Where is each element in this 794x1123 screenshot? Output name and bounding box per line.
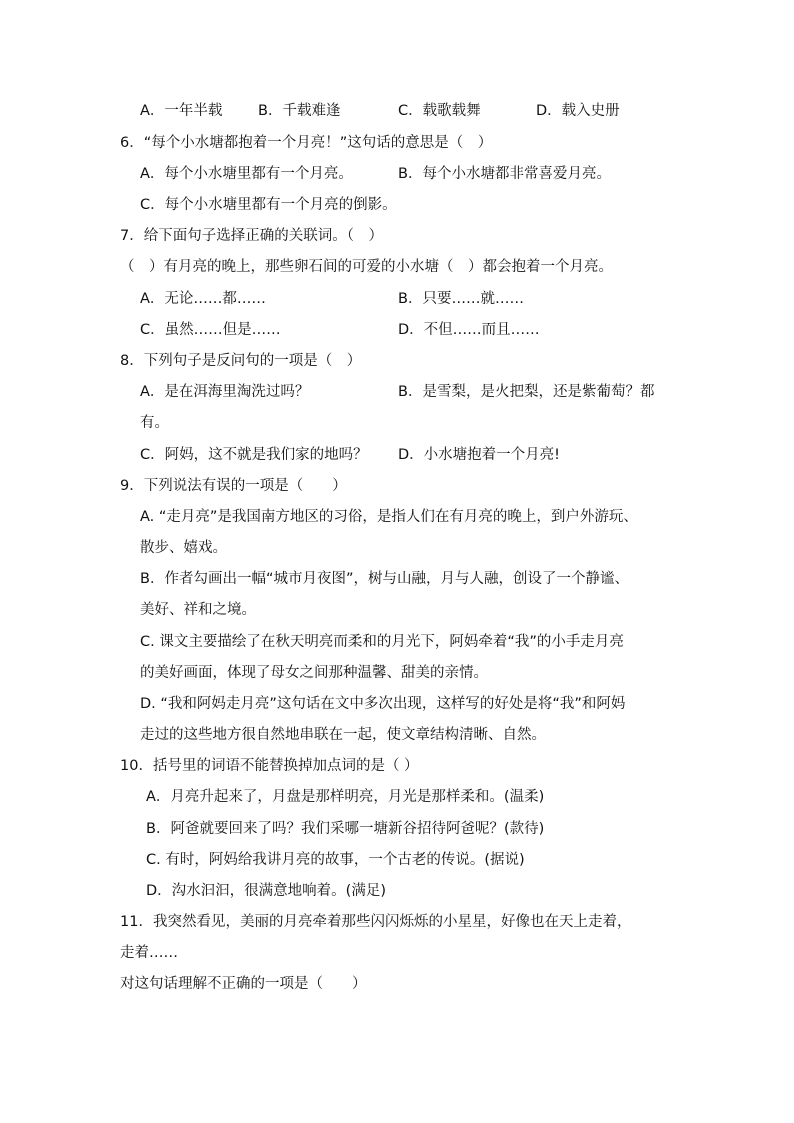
q11-prompt: 对这句话理解不正确的一项是（ ） [120, 976, 367, 992]
q8-option-b-line1: B．是雪梨，是火把梨，还是紫葡萄？都 [398, 384, 655, 400]
q7-option-d: D．不但……而且…… [398, 322, 540, 338]
q9-option-a-line1: A. “走月亮”是我国南方地区的习俗，是指人们在有月亮的晚上，到户外游玩、 [140, 509, 638, 525]
q8-option-a: A．是在洱海里淘洗过吗？ [140, 384, 310, 400]
q9-option-b-line2: 美好、祥和之境。 [140, 602, 256, 618]
q7-option-c: C．虽然……但是…… [140, 322, 281, 338]
q5-option-b: B．千载难逢 [258, 103, 341, 119]
q10-option-c: C. 有时，阿妈给我讲月亮的故事，一个古老的传说。(据说) [146, 852, 525, 868]
q8-stem: 8．下列句子是反问句的一项是（ ） [120, 353, 362, 369]
q9-option-d-line2: 走过的这些地方很自然地串联在一起，使文章结构清晰、自然。 [140, 727, 546, 743]
q7-option-a: A．无论……都…… [140, 291, 266, 307]
q10-option-d: D．沟水汩汩，很满意地响着。(满足) [146, 883, 386, 899]
q8-option-c: C．阿妈，这不就是我们家的地吗？ [140, 447, 368, 463]
q9-option-a-line2: 散步、嬉戏。 [140, 540, 227, 556]
q8-option-b-line2: 有。 [140, 415, 169, 431]
q8-option-d: D．小水塘抱着一个月亮! [398, 447, 560, 463]
q6-option-b: B．每个小水塘都非常喜爱月亮。 [398, 166, 611, 182]
q10-option-a: A．月亮升起来了，月盘是那样明亮，月光是那样柔和。(温柔) [146, 789, 545, 805]
q11-stem-line2: 走着…… [120, 945, 178, 961]
q9-option-b-line1: B．作者勾画出一幅“城市月夜图”，树与山融，月与人融，创设了一个静谧、 [140, 571, 629, 587]
q5-option-c: C．载歌载舞 [398, 103, 481, 119]
q7-stem: 7．给下面句子选择正确的关联词。（ ） [120, 228, 383, 244]
q7-sentence: （ ）有月亮的晚上，那些卵石间的可爱的小水塘（ ）都会抱着一个月亮。 [120, 259, 613, 275]
q10-stem: 10．括号里的词语不能替换掉加点词的是（ ） [120, 758, 419, 774]
q10-option-b: B．阿爸就要回来了吗？我们采哪一塘新谷招待阿爸呢？(款待) [146, 821, 545, 837]
q6-stem: 6．“每个小水塘都抱着一个月亮！”这句话的意思是（ ） [120, 135, 493, 151]
q5-option-a: A．一年半载 [140, 103, 223, 119]
q7-option-b: B．只要……就…… [398, 291, 524, 307]
q5-option-d: D．载入史册 [536, 103, 620, 119]
q6-option-c: C．每个小水塘里都有一个月亮的倒影。 [140, 197, 397, 213]
q9-option-d-line1: D. “我和阿妈走月亮”这句话在文中多次出现，这样写的好处是将“我”和阿妈 [140, 696, 626, 712]
q11-stem-line1: 11．我突然看见，美丽的月亮牵着那些闪闪烁烁的小星星，好像也在天上走着， [120, 914, 632, 930]
q6-option-a: A．每个小水塘里都有一个月亮。 [140, 166, 353, 182]
q9-option-c-line1: C. 课文主要描绘了在秋天明亮而柔和的月光下，阿妈牵着“我”的小手走月亮 [140, 634, 624, 650]
q9-option-c-line2: 的美好画面，体现了母女之间那种温馨、甜美的亲情。 [140, 665, 488, 681]
q9-stem: 9．下列说法有误的一项是（ ） [120, 478, 347, 494]
